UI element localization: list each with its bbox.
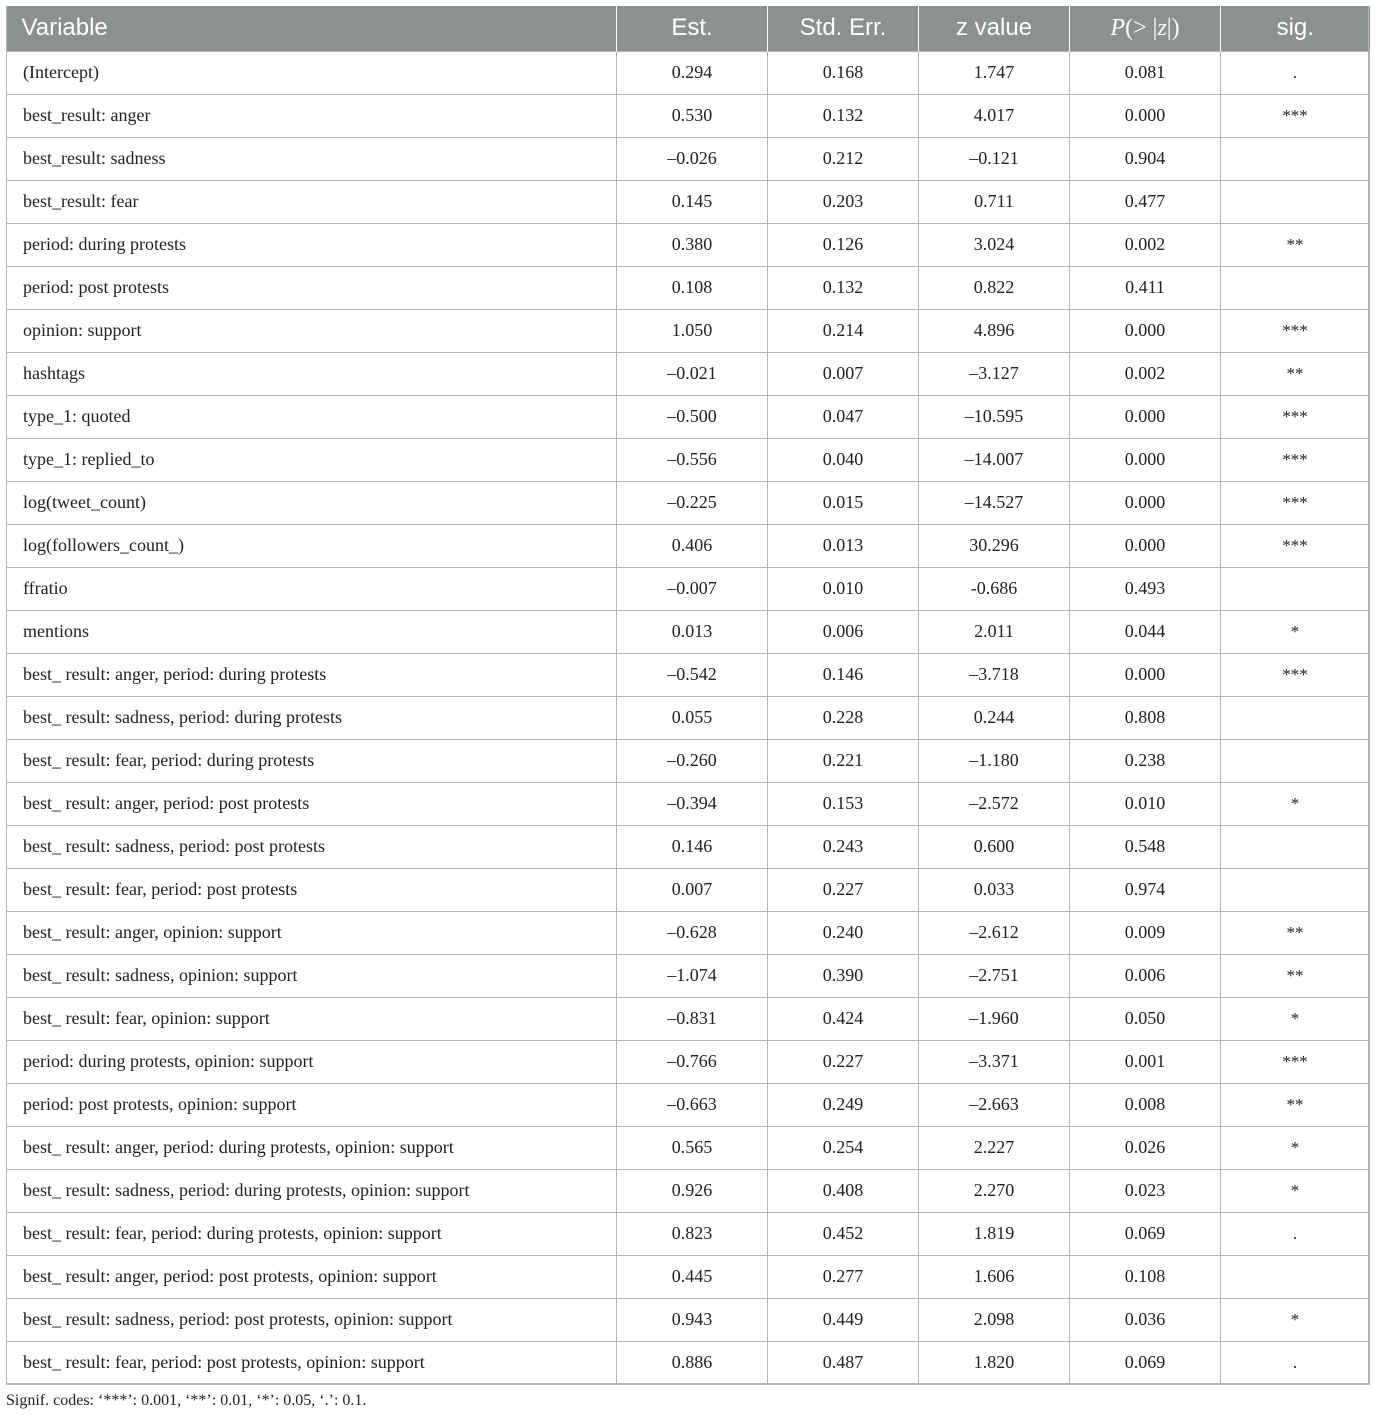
cell-sig: ***: [1221, 94, 1370, 137]
cell-variable: mentions: [7, 610, 617, 653]
cell-sig: [1221, 266, 1370, 309]
table-row: [7, 1040, 1370, 1083]
table-row: [7, 610, 1370, 653]
header-sig: sig.: [1276, 14, 1314, 42]
cell-z-value: –2.572: [919, 782, 1070, 825]
cell-z-value: –3.371: [919, 1040, 1070, 1083]
cell-p-value: 0.548: [1070, 825, 1221, 868]
table-row: [7, 954, 1370, 997]
header-variable: Variable: [7, 6, 617, 51]
cell-z-value: 1.747: [919, 51, 1070, 94]
table-row: [7, 51, 1370, 94]
cell-sig: ***: [1221, 1040, 1370, 1083]
cell-est: –0.628: [617, 911, 768, 954]
cell-z-value: –3.127: [919, 352, 1070, 395]
regression-table-container: [6, 6, 1369, 1385]
cell-sig: ***: [1221, 653, 1370, 696]
cell-std-err: 0.132: [768, 94, 919, 137]
cell-z-value: 1.606: [919, 1255, 1070, 1298]
table-row: [7, 696, 1370, 739]
cell-sig: *: [1221, 782, 1370, 825]
table-row: [7, 739, 1370, 782]
cell-sig: .: [1221, 51, 1370, 94]
cell-sig: *: [1221, 1126, 1370, 1169]
table-row: [7, 1083, 1370, 1126]
cell-est: –0.542: [617, 653, 768, 696]
cell-std-err: 0.254: [768, 1126, 919, 1169]
cell-p-value: 0.411: [1070, 266, 1221, 309]
cell-variable: period: during protests: [7, 223, 617, 266]
cell-variable: best_ result: sadness, period: post protests, opinion: support: [7, 1298, 617, 1341]
cell-est: 0.943: [617, 1298, 768, 1341]
table-row: [7, 1298, 1370, 1341]
cell-z-value: –1.960: [919, 997, 1070, 1040]
header-est: Est.: [617, 6, 768, 51]
cell-z-value: 0.711: [919, 180, 1070, 223]
cell-variable: best_ result: anger, opinion: support: [7, 911, 617, 954]
cell-est: 0.445: [617, 1255, 768, 1298]
cell-est: 0.530: [617, 94, 768, 137]
cell-est: 0.294: [617, 51, 768, 94]
cell-std-err: 0.013: [768, 524, 919, 567]
cell-z-value: 3.024: [919, 223, 1070, 266]
cell-std-err: 0.424: [768, 997, 919, 1040]
cell-p-value: 0.023: [1070, 1169, 1221, 1212]
cell-est: 0.145: [617, 180, 768, 223]
table-row: [7, 997, 1370, 1040]
cell-variable: period: during protests, opinion: support: [7, 1040, 617, 1083]
cell-std-err: 0.408: [768, 1169, 919, 1212]
cell-variable: best_ result: fear, period: post protests: [7, 868, 617, 911]
cell-sig: **: [1221, 223, 1370, 266]
cell-est: 0.380: [617, 223, 768, 266]
cell-sig: [1221, 825, 1370, 868]
cell-est: 1.050: [617, 309, 768, 352]
cell-std-err: 0.010: [768, 567, 919, 610]
cell-p-value: 0.108: [1070, 1255, 1221, 1298]
header-row: [7, 6, 1370, 51]
cell-std-err: 0.168: [768, 51, 919, 94]
cell-z-value: –2.612: [919, 911, 1070, 954]
cell-std-err: 0.214: [768, 309, 919, 352]
cell-p-value: 0.069: [1070, 1212, 1221, 1255]
cell-std-err: 0.221: [768, 739, 919, 782]
cell-variable: ffratio: [7, 567, 617, 610]
cell-sig: [1221, 137, 1370, 180]
cell-p-value: 0.000: [1070, 481, 1221, 524]
cell-sig: **: [1221, 1083, 1370, 1126]
cell-p-value: 0.050: [1070, 997, 1221, 1040]
cell-sig: [1221, 868, 1370, 911]
cell-est: 0.013: [617, 610, 768, 653]
cell-variable: best_ result: sadness, opinion: support: [7, 954, 617, 997]
cell-z-value: 0.600: [919, 825, 1070, 868]
cell-p-value: 0.974: [1070, 868, 1221, 911]
cell-z-value: 2.270: [919, 1169, 1070, 1212]
cell-est: –0.021: [617, 352, 768, 395]
cell-z-value: –2.751: [919, 954, 1070, 997]
cell-est: –0.500: [617, 395, 768, 438]
cell-variable: best_ result: anger, period: post protests, opinion: support: [7, 1255, 617, 1298]
significance-footnote: Signif. codes: ‘***’: 0.001, ‘**’: 0.01, ‘*’: 0.05, ‘.’: 0.1.: [6, 1392, 367, 1409]
cell-sig: [1221, 180, 1370, 223]
cell-z-value: 4.896: [919, 309, 1070, 352]
cell-p-value: 0.002: [1070, 223, 1221, 266]
cell-p-value: 0.036: [1070, 1298, 1221, 1341]
cell-p-value: 0.477: [1070, 180, 1221, 223]
table-row: [7, 481, 1370, 524]
table-row: [7, 223, 1370, 266]
header-p-value: [1070, 6, 1221, 51]
cell-variable: log(followers_count_): [7, 524, 617, 567]
table-row: [7, 911, 1370, 954]
cell-p-value: 0.026: [1070, 1126, 1221, 1169]
cell-variable: best_result: sadness: [7, 137, 617, 180]
cell-p-value: 0.008: [1070, 1083, 1221, 1126]
cell-std-err: 0.277: [768, 1255, 919, 1298]
table-row: [7, 524, 1370, 567]
cell-p-value: 0.002: [1070, 352, 1221, 395]
cell-std-err: 0.153: [768, 782, 919, 825]
cell-sig: [1221, 739, 1370, 782]
cell-std-err: 0.227: [768, 868, 919, 911]
cell-sig: ***: [1221, 438, 1370, 481]
cell-std-err: 0.006: [768, 610, 919, 653]
cell-est: –0.556: [617, 438, 768, 481]
cell-p-value: 0.904: [1070, 137, 1221, 180]
table-row: [7, 653, 1370, 696]
cell-variable: best_ result: anger, period: during protests, opinion: support: [7, 1126, 617, 1169]
regression-table: [6, 6, 1370, 1385]
cell-est: –0.260: [617, 739, 768, 782]
cell-p-value: 0.006: [1070, 954, 1221, 997]
table-row: [7, 180, 1370, 223]
cell-sig: *: [1221, 1169, 1370, 1212]
cell-sig: [1221, 567, 1370, 610]
table-row: [7, 1212, 1370, 1255]
cell-est: 0.823: [617, 1212, 768, 1255]
table-row: [7, 1341, 1370, 1384]
cell-est: –0.225: [617, 481, 768, 524]
cell-z-value: 2.098: [919, 1298, 1070, 1341]
table-row: [7, 1126, 1370, 1169]
cell-std-err: 0.452: [768, 1212, 919, 1255]
cell-p-value: 0.000: [1070, 309, 1221, 352]
cell-p-value: 0.081: [1070, 51, 1221, 94]
cell-std-err: 0.040: [768, 438, 919, 481]
table-row: [7, 1255, 1370, 1298]
cell-sig: ***: [1221, 309, 1370, 352]
cell-p-value: 0.808: [1070, 696, 1221, 739]
cell-sig: ***: [1221, 481, 1370, 524]
cell-z-value: 30.296: [919, 524, 1070, 567]
table-header: [7, 6, 1370, 51]
table-row: [7, 137, 1370, 180]
cell-z-value: –14.007: [919, 438, 1070, 481]
cell-variable: type_1: replied_to: [7, 438, 617, 481]
table-row: [7, 782, 1370, 825]
cell-std-err: 0.126: [768, 223, 919, 266]
cell-z-value: –1.180: [919, 739, 1070, 782]
cell-p-value: 0.000: [1070, 524, 1221, 567]
cell-sig: **: [1221, 352, 1370, 395]
cell-z-value: –10.595: [919, 395, 1070, 438]
table-row: [7, 567, 1370, 610]
cell-std-err: 0.390: [768, 954, 919, 997]
cell-sig: ***: [1221, 395, 1370, 438]
cell-p-value: 0.009: [1070, 911, 1221, 954]
header-p-value-text: P(> |z|): [1110, 14, 1180, 41]
cell-est: 0.406: [617, 524, 768, 567]
cell-sig: **: [1221, 911, 1370, 954]
cell-std-err: 0.203: [768, 180, 919, 223]
cell-est: 0.055: [617, 696, 768, 739]
cell-est: –0.663: [617, 1083, 768, 1126]
table-row: [7, 868, 1370, 911]
cell-z-value: 0.033: [919, 868, 1070, 911]
cell-z-value: 0.822: [919, 266, 1070, 309]
cell-est: –0.831: [617, 997, 768, 1040]
cell-est: 0.007: [617, 868, 768, 911]
cell-p-value: 0.001: [1070, 1040, 1221, 1083]
cell-sig: **: [1221, 954, 1370, 997]
cell-est: 0.886: [617, 1341, 768, 1384]
cell-std-err: 0.015: [768, 481, 919, 524]
cell-variable: log(tweet_count): [7, 481, 617, 524]
cell-variable: best_ result: fear, period: post protests, opinion: support: [7, 1341, 617, 1384]
table-row: [7, 438, 1370, 481]
cell-z-value: –2.663: [919, 1083, 1070, 1126]
cell-variable: best_result: anger: [7, 94, 617, 137]
cell-variable: best_ result: fear, period: during protests, opinion: support: [7, 1212, 617, 1255]
table-row: [7, 1169, 1370, 1212]
cell-sig: *: [1221, 1298, 1370, 1341]
cell-est: –1.074: [617, 954, 768, 997]
cell-est: –0.026: [617, 137, 768, 180]
cell-z-value: 0.244: [919, 696, 1070, 739]
table-row: [7, 309, 1370, 352]
cell-std-err: 0.487: [768, 1341, 919, 1384]
cell-variable: best_ result: sadness, period: post protests: [7, 825, 617, 868]
cell-variable: best_result: fear: [7, 180, 617, 223]
cell-sig: .: [1221, 1212, 1370, 1255]
table-row: [7, 94, 1370, 137]
cell-p-value: 0.069: [1070, 1341, 1221, 1384]
cell-z-value: 2.011: [919, 610, 1070, 653]
table-row: [7, 825, 1370, 868]
cell-est: 0.108: [617, 266, 768, 309]
cell-sig: .: [1221, 1341, 1370, 1384]
cell-variable: best_ result: fear, opinion: support: [7, 997, 617, 1040]
cell-est: 0.146: [617, 825, 768, 868]
cell-sig: *: [1221, 610, 1370, 653]
cell-std-err: 0.228: [768, 696, 919, 739]
cell-variable: opinion: support: [7, 309, 617, 352]
table-row: [7, 395, 1370, 438]
table-row: [7, 266, 1370, 309]
cell-z-value: -0.686: [919, 567, 1070, 610]
cell-est: 0.565: [617, 1126, 768, 1169]
cell-z-value: –3.718: [919, 653, 1070, 696]
cell-variable: best_ result: anger, period: post protests: [7, 782, 617, 825]
cell-p-value: 0.010: [1070, 782, 1221, 825]
cell-std-err: 0.007: [768, 352, 919, 395]
cell-variable: best_ result: fear, period: during protests: [7, 739, 617, 782]
cell-est: –0.007: [617, 567, 768, 610]
cell-std-err: 0.249: [768, 1083, 919, 1126]
cell-variable: best_ result: sadness, period: during protests: [7, 696, 617, 739]
cell-z-value: 1.819: [919, 1212, 1070, 1255]
cell-p-value: 0.044: [1070, 610, 1221, 653]
cell-variable: (Intercept): [7, 51, 617, 94]
cell-p-value: 0.000: [1070, 395, 1221, 438]
cell-variable: period: post protests: [7, 266, 617, 309]
cell-p-value: 0.000: [1070, 653, 1221, 696]
cell-z-value: –0.121: [919, 137, 1070, 180]
table-body: [7, 51, 1370, 1384]
cell-variable: type_1: quoted: [7, 395, 617, 438]
cell-est: 0.926: [617, 1169, 768, 1212]
cell-p-value: 0.000: [1070, 94, 1221, 137]
cell-variable: best_ result: sadness, period: during protests, opinion: support: [7, 1169, 617, 1212]
cell-variable: best_ result: anger, period: during protests: [7, 653, 617, 696]
cell-std-err: 0.146: [768, 653, 919, 696]
header-z-value: z value: [919, 6, 1070, 51]
cell-p-value: 0.238: [1070, 739, 1221, 782]
cell-sig: ***: [1221, 524, 1370, 567]
cell-sig: [1221, 1255, 1370, 1298]
cell-z-value: 4.017: [919, 94, 1070, 137]
cell-est: –0.766: [617, 1040, 768, 1083]
cell-z-value: 2.227: [919, 1126, 1070, 1169]
cell-std-err: 0.449: [768, 1298, 919, 1341]
cell-p-value: 0.493: [1070, 567, 1221, 610]
header-std-err: Std. Err.: [768, 6, 919, 51]
cell-est: –0.394: [617, 782, 768, 825]
cell-variable: hashtags: [7, 352, 617, 395]
cell-std-err: 0.047: [768, 395, 919, 438]
cell-z-value: 1.820: [919, 1341, 1070, 1384]
cell-p-value: 0.000: [1070, 438, 1221, 481]
cell-variable: period: post protests, opinion: support: [7, 1083, 617, 1126]
cell-sig: [1221, 696, 1370, 739]
table-row: [7, 352, 1370, 395]
cell-std-err: 0.212: [768, 137, 919, 180]
cell-std-err: 0.132: [768, 266, 919, 309]
cell-std-err: 0.240: [768, 911, 919, 954]
cell-std-err: 0.227: [768, 1040, 919, 1083]
cell-std-err: 0.243: [768, 825, 919, 868]
cell-z-value: –14.527: [919, 481, 1070, 524]
cell-sig: *: [1221, 997, 1370, 1040]
